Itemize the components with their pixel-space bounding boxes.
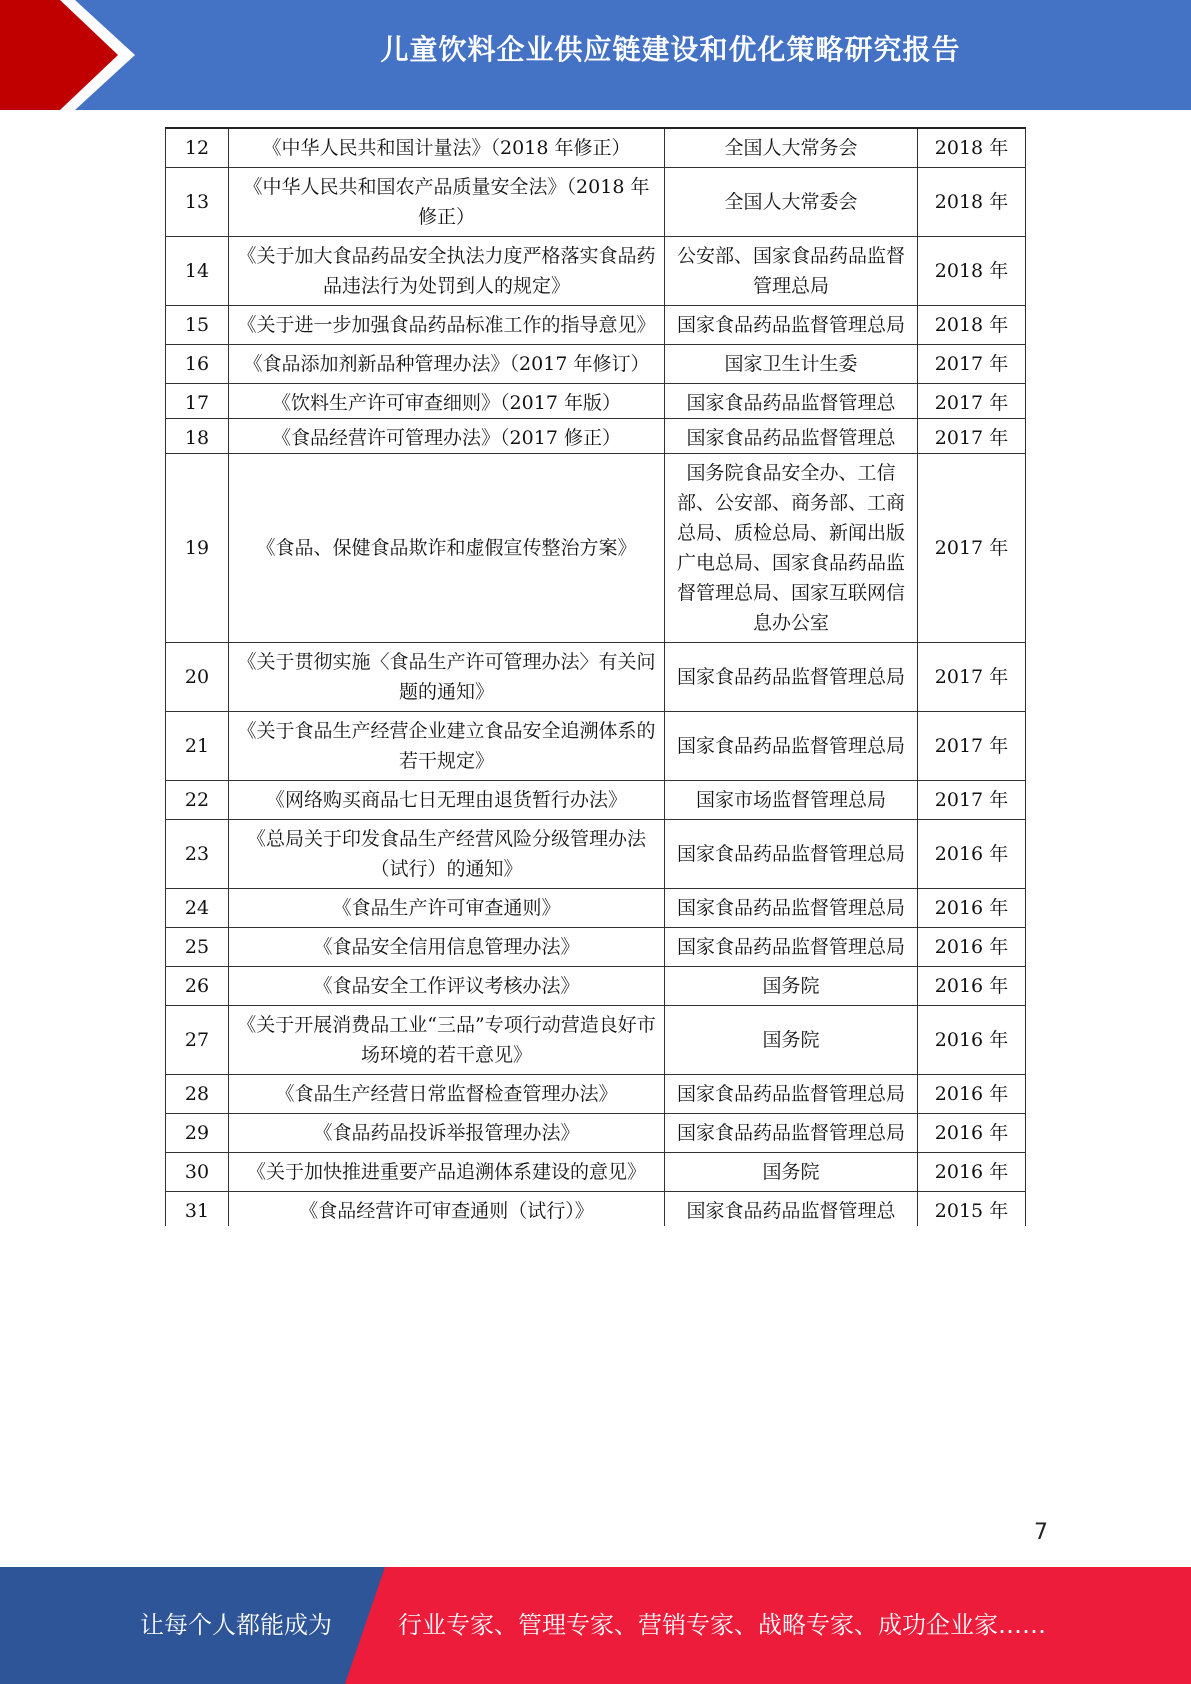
- issuing-authority-cell: 国务院: [665, 1153, 918, 1192]
- regulation-name-cell: 《食品生产许可审查通则》: [229, 889, 665, 928]
- issuing-authority-cell: 国家食品药品监督管理总局: [665, 820, 918, 889]
- regulation-name-cell: 《中华人民共和国农产品质量安全法》（2018 年修正）: [229, 168, 665, 237]
- table-row: [166, 1075, 1026, 1114]
- issuing-authority-cell: 全国人大常委会: [665, 168, 918, 237]
- regulation-name-cell: 《食品经营许可审查通则（试行）》: [229, 1192, 665, 1227]
- year-cell: 2017 年: [918, 712, 1026, 781]
- regulation-name-cell: 《关于开展消费品工业“三品”专项行动营造良好市场环境的若干意见》: [229, 1006, 665, 1075]
- issuing-authority-cell: 国家食品药品监督管理总局: [665, 1114, 918, 1153]
- regulation-table-body: [166, 128, 1026, 1226]
- year-cell: 2018 年: [918, 306, 1026, 345]
- year-cell: 2018 年: [918, 237, 1026, 306]
- table-row: [166, 454, 1026, 643]
- regulation-name-cell: 《关于进一步加强食品药品标准工作的指导意见》: [229, 306, 665, 345]
- year-cell: 2017 年: [918, 345, 1026, 384]
- regulation-name-cell: 《网络购买商品七日无理由退货暂行办法》: [229, 781, 665, 820]
- table-row: [166, 643, 1026, 712]
- regulation-name-cell: 《关于贯彻实施〈食品生产许可管理办法〉有关问题的通知》: [229, 643, 665, 712]
- regulation-name-cell: 《关于加快推进重要产品追溯体系建设的意见》: [229, 1153, 665, 1192]
- row-number-cell: 24: [166, 889, 229, 928]
- year-cell: 2016 年: [918, 820, 1026, 889]
- regulation-name-cell: 《中华人民共和国计量法》（2018 年修正）: [229, 128, 665, 168]
- table-row: [166, 168, 1026, 237]
- row-number-cell: 14: [166, 237, 229, 306]
- year-cell: 2016 年: [918, 928, 1026, 967]
- table-row: [166, 889, 1026, 928]
- issuing-authority-cell: 国家食品药品监督管理总局: [665, 1075, 918, 1114]
- row-number-cell: 22: [166, 781, 229, 820]
- issuing-authority-cell: 国务院: [665, 967, 918, 1006]
- table-row: [166, 820, 1026, 889]
- table-row: [166, 306, 1026, 345]
- table-row: [166, 1192, 1026, 1227]
- table-row: [166, 781, 1026, 820]
- page-number: 7: [1034, 1520, 1048, 1545]
- regulation-name-cell: 《食品药品投诉举报管理办法》: [229, 1114, 665, 1153]
- regulation-name-cell: 《食品、保健食品欺诈和虚假宣传整治方案》: [229, 454, 665, 643]
- row-number-cell: 16: [166, 345, 229, 384]
- row-number-cell: 29: [166, 1114, 229, 1153]
- year-cell: 2017 年: [918, 384, 1026, 419]
- row-number-cell: 30: [166, 1153, 229, 1192]
- issuing-authority-cell: 国务院食品安全办、工信部、公安部、商务部、工商总局、质检总局、新闻出版广电总局、国家食品药品监督管理总局、国家互联网信息办公室: [665, 454, 918, 643]
- row-number-cell: 21: [166, 712, 229, 781]
- regulation-name-cell: 《食品安全工作评议考核办法》: [229, 967, 665, 1006]
- table-row: [166, 1114, 1026, 1153]
- regulation-name-cell: 《食品经营许可管理办法》（2017 修正）: [229, 419, 665, 454]
- row-number-cell: 18: [166, 419, 229, 454]
- report-title: 儿童饮料企业供应链建设和优化策略研究报告: [380, 33, 961, 66]
- year-cell: 2016 年: [918, 1075, 1026, 1114]
- regulation-name-cell: 《总局关于印发食品生产经营风险分级管理办法（试行）的通知》: [229, 820, 665, 889]
- table-row: [166, 1006, 1026, 1075]
- issuing-authority-cell: 国家市场监督管理总局: [665, 781, 918, 820]
- issuing-authority-cell: 国家食品药品监督管理总: [665, 419, 918, 454]
- issuing-authority-cell: 国家食品药品监督管理总局: [665, 928, 918, 967]
- issuing-authority-cell: 国家食品药品监督管理总: [665, 1192, 918, 1227]
- row-number-cell: 13: [166, 168, 229, 237]
- issuing-authority-cell: 公安部、国家食品药品监督管理总局: [665, 237, 918, 306]
- regulation-name-cell: 《饮料生产许可审查细则》（2017 年版）: [229, 384, 665, 419]
- issuing-authority-cell: 全国人大常务会: [665, 128, 918, 168]
- table-row: [166, 967, 1026, 1006]
- issuing-authority-cell: 国家食品药品监督管理总局: [665, 306, 918, 345]
- row-number-cell: 23: [166, 820, 229, 889]
- regulation-name-cell: 《食品生产经营日常监督检查管理办法》: [229, 1075, 665, 1114]
- year-cell: 2018 年: [918, 128, 1026, 168]
- footer-slogan-left: 让每个人都能成为: [140, 1611, 332, 1639]
- page-header: [0, 0, 1191, 110]
- regulation-table: [165, 127, 1026, 1226]
- regulation-name-cell: 《食品添加剂新品种管理办法》（2017 年修订）: [229, 345, 665, 384]
- footer-slogan-right: 行业专家、管理专家、营销专家、战略专家、成功企业家……: [398, 1611, 1046, 1639]
- regulation-name-cell: 《关于食品生产经营企业建立食品安全追溯体系的若干规定》: [229, 712, 665, 781]
- issuing-authority-cell: 国家食品药品监督管理总局: [665, 643, 918, 712]
- row-number-cell: 17: [166, 384, 229, 419]
- year-cell: 2016 年: [918, 1114, 1026, 1153]
- issuing-authority-cell: 国家食品药品监督管理总: [665, 384, 918, 419]
- table-row: [166, 128, 1026, 168]
- regulation-name-cell: 《关于加大食品药品安全执法力度严格落实食品药品违法行为处罚到人的规定》: [229, 237, 665, 306]
- table-row: [166, 237, 1026, 306]
- row-number-cell: 19: [166, 454, 229, 643]
- issuing-authority-cell: 国家食品药品监督管理总局: [665, 712, 918, 781]
- issuing-authority-cell: 国务院: [665, 1006, 918, 1075]
- table-row: [166, 419, 1026, 454]
- row-number-cell: 31: [166, 1192, 229, 1227]
- year-cell: 2017 年: [918, 454, 1026, 643]
- row-number-cell: 15: [166, 306, 229, 345]
- table-row: [166, 1153, 1026, 1192]
- year-cell: 2017 年: [918, 419, 1026, 454]
- year-cell: 2016 年: [918, 1153, 1026, 1192]
- page-footer: [0, 1567, 1191, 1684]
- table-row: [166, 712, 1026, 781]
- header-arrow-decoration: [0, 0, 170, 110]
- table-row: [166, 345, 1026, 384]
- year-cell: 2016 年: [918, 1006, 1026, 1075]
- row-number-cell: 20: [166, 643, 229, 712]
- row-number-cell: 28: [166, 1075, 229, 1114]
- table-row: [166, 384, 1026, 419]
- year-cell: 2016 年: [918, 967, 1026, 1006]
- issuing-authority-cell: 国家卫生计生委: [665, 345, 918, 384]
- year-cell: 2018 年: [918, 168, 1026, 237]
- year-cell: 2017 年: [918, 781, 1026, 820]
- table-row: [166, 928, 1026, 967]
- row-number-cell: 25: [166, 928, 229, 967]
- row-number-cell: 12: [166, 128, 229, 168]
- regulation-name-cell: 《食品安全信用信息管理办法》: [229, 928, 665, 967]
- row-number-cell: 26: [166, 967, 229, 1006]
- row-number-cell: 27: [166, 1006, 229, 1075]
- year-cell: 2017 年: [918, 643, 1026, 712]
- issuing-authority-cell: 国家食品药品监督管理总局: [665, 889, 918, 928]
- year-cell: 2016 年: [918, 889, 1026, 928]
- year-cell: 2015 年: [918, 1192, 1026, 1227]
